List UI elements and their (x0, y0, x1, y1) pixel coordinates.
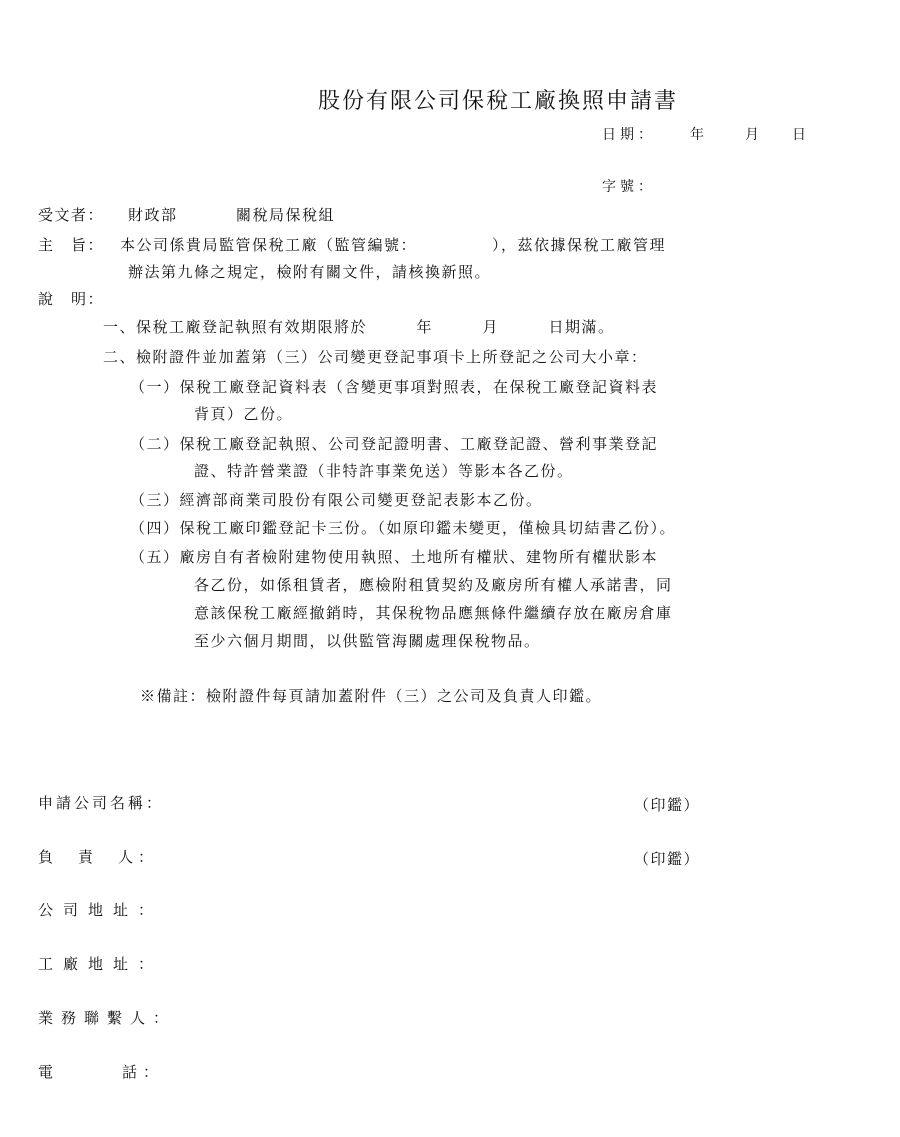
sub-item-1-line-1: （一）保稅工廠登記資料表（含變更事項對照表，在保稅工廠登記資料表 (130, 378, 659, 396)
subject-line-1: 本公司係貴局監管保稅工廠（監管編號： ），茲依據保稅工廠管理 (120, 236, 667, 254)
explanation-item-2: 二、檢附證件並加蓋第（三）公司變更登記事項卡上所登記之公司大小章： (103, 348, 648, 366)
subject-label: 主 旨： (38, 236, 105, 254)
responsible-person-label: 負 責 人： (38, 848, 159, 866)
business-contact-label: 業務聯繫人： (38, 1009, 177, 1027)
sub-item-3-line-1: （三）經濟部商業司股份有限公司變更登記表影本乙份。 (130, 491, 543, 509)
sub-item-5-line-2: 各乙份，如係租賃者，應檢附租賃契約及廠房所有權人承諾書，同 (194, 576, 673, 594)
recipient-ministry: 財政部 (128, 206, 178, 224)
sub-item-2-line-2: 證、特許營業證（非特許事業免送）等影本各乙份。 (194, 462, 574, 480)
date-day: 日 (792, 127, 810, 143)
company-address-label: 公司地址： (38, 901, 164, 919)
explanation-label: 說 明： (38, 290, 105, 308)
company-seal-label: （印鑑） (634, 796, 701, 814)
phone-label: 電 話： (38, 1063, 165, 1081)
date-month: 月 (745, 127, 763, 143)
sub-item-2-line-1: （二）保稅工廠登記執照、公司登記證明書、工廠登記證、營利事業登記 (130, 435, 659, 453)
subject-line-2: 辦法第九條之規定，檢附有關文件，請核換新照。 (128, 263, 492, 281)
remark-note: ※備註：檢附證件每頁請加蓋附件（三）之公司及負責人印鑑。 (140, 687, 603, 705)
ref-number-label: 字號： (602, 179, 656, 195)
date-label: 日期： (602, 127, 656, 143)
recipient-label: 受文者： (38, 206, 105, 224)
sub-item-1-line-2: 背頁）乙份。 (194, 405, 294, 423)
date-year: 年 (690, 127, 708, 143)
factory-address-label: 工廠地址： (38, 955, 164, 973)
sub-item-5-line-1: （五）廠房自有者檢附建物使用執照、土地所有權狀、建物所有權狀影本 (130, 548, 659, 566)
sub-item-5-line-4: 至少六個月期間，以供監管海關處理保稅物品。 (194, 632, 541, 650)
sub-item-5-line-3: 意該保稅工廠經撤銷時，其保稅物品應無條件繼續存放在廠房倉庫 (194, 604, 673, 622)
document-title: 股份有限公司保稅工廠換照申請書 (318, 89, 679, 114)
explanation-item-1: 一、保稅工廠登記執照有效期限將於 年 月 日期滿。 (103, 318, 615, 336)
recipient-bureau: 關稅局保稅組 (236, 206, 336, 224)
responsible-seal-label: （印鑑） (634, 850, 701, 868)
company-name-label: 申請公司名稱： (38, 794, 165, 812)
sub-item-4-line-1: （四）保稅工廠印鑑登記卡三份。（如原印鑑未變更，僅檢具切結書乙份）。 (130, 519, 677, 537)
